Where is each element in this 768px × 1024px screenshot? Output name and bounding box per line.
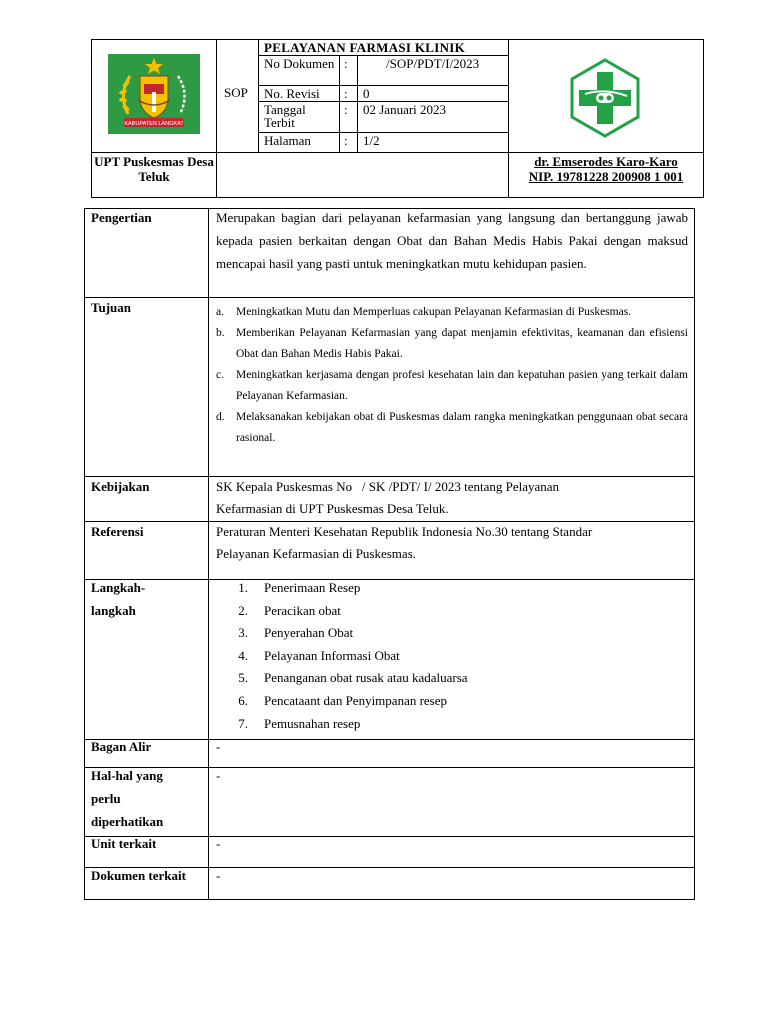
tujuan-list	[216, 302, 688, 449]
step-item: 4. Pelayanan Informasi Obat	[238, 647, 400, 663]
unit-terkait-label: Unit terkait	[91, 836, 157, 851]
step-item: 1. Penerimaan Resep	[238, 580, 361, 595]
no-revisi-colon: :	[344, 86, 348, 101]
referensi-line-1: Peraturan Menteri Kesehatan Republik Indonesia No.30 tentang Standar	[216, 524, 593, 539]
no-dokumen-value: /SOP/PDT/I/2023	[386, 56, 480, 71]
tanggal-terbit-value: 02 Januari 2023	[363, 102, 447, 117]
tanggal-terbit-colon: :	[344, 102, 348, 117]
step-item: 3. Penyerahan Obat	[238, 625, 354, 641]
step-item: 5. Penanganan obat rusak atau kadaluarsa	[238, 670, 468, 686]
no-revisi-value: 0	[363, 86, 370, 101]
kebijakan-line-2: Kefarmasian di UPT Puskesmas Desa Teluk.	[216, 501, 449, 516]
langkah-label-2: langkah	[91, 603, 136, 618]
halaman-colon: :	[344, 133, 348, 148]
halaman-label: Halaman	[264, 133, 311, 148]
hal-hal-label-2: perlu	[91, 791, 121, 806]
dokumen-terkait-value: -	[216, 868, 221, 883]
org-name: UPT Puskesmas Desa Teluk	[94, 154, 214, 184]
kebijakan-label: Kebijakan	[91, 479, 150, 494]
tujuan-item: b. Memberikan Pelayanan Kefarmasian yang dapat menjamin efektivitas, keamanan dan efisiensi Obat dan Bahan Medis Habis Pakai.	[216, 327, 688, 360]
svg-text:KABUPATEN LANGKAT: KABUPATEN LANGKAT	[124, 121, 184, 127]
document-title: PELAYANAN FARMASI KLINIK	[264, 40, 466, 55]
step-item: 6. Pencataant dan Penyimpanan resep	[238, 692, 448, 708]
no-revisi-label: No. Revisi	[264, 86, 320, 101]
tujuan-item: a. Meningkatkan Mutu dan Memperluas cakupan Pelayanan Kefarmasian di Puskesmas.	[216, 306, 632, 318]
halaman-value: 1/2	[363, 133, 380, 148]
bagan-alir-value: -	[216, 739, 221, 754]
hal-hal-label-3: diperhatikan	[91, 814, 164, 829]
kebijakan-line-1: SK Kepala Puskesmas No / SK /PDT/ I/ 2023 tentang Pelayanan	[216, 479, 560, 494]
referensi-line-2: Pelayanan Kefarmasian di Puskesmas.	[216, 546, 417, 561]
bagan-alir-label: Bagan Alir	[91, 739, 152, 754]
hal-hal-label-1: Hal-hal yang	[91, 768, 163, 783]
langkah-label-1: Langkah-	[91, 580, 146, 595]
unit-terkait-value: -	[216, 836, 221, 851]
langkah-steps	[230, 577, 670, 735]
tujuan-item: d. Melaksanakan kebijakan obat di Puskesmas dalam rangka meningkatkan penggunaan obat secara rasional.	[216, 411, 688, 444]
signer-nip: NIP. 19781228 200908 1 001	[528, 169, 684, 184]
hal-hal-value: -	[216, 768, 221, 783]
signer-name: dr. Emserodes Karo-Karo	[534, 154, 678, 169]
no-dokumen-colon: :	[344, 56, 348, 71]
puskesmas-logo	[565, 58, 645, 138]
no-dokumen-label: No Dokumen	[264, 56, 335, 71]
tujuan-item: c. Meningkatkan kerjasama dengan profesi kesehatan lain dan kepatuhan pasien yang terkait dalam Pelayanan Kefarmasian.	[216, 369, 688, 402]
kabupaten-langkat-logo	[108, 54, 200, 134]
step-item: 7. Pemusnahan resep	[238, 715, 361, 731]
referensi-label: Referensi	[91, 524, 144, 539]
step-item: 2. Peracikan obat	[238, 602, 341, 618]
tanggal-terbit-label: Tanggal Terbit	[264, 102, 306, 130]
dokumen-terkait-label: Dokumen terkait	[91, 868, 186, 883]
pengertian-label: Pengertian	[91, 210, 152, 225]
sop-label: SOP	[224, 85, 248, 100]
pengertian-text: Merupakan bagian dari pelayanan kefarmasian yang langsung dan bertanggung jawab kepada pasien berkaitan dengan Obat dan Bahan Medis Habis Pakai dengan maksud mencapai hasil yang pasti untuk meningkatkan mutu kehidupan pasien.	[216, 210, 688, 271]
tujuan-label: Tujuan	[91, 300, 131, 315]
